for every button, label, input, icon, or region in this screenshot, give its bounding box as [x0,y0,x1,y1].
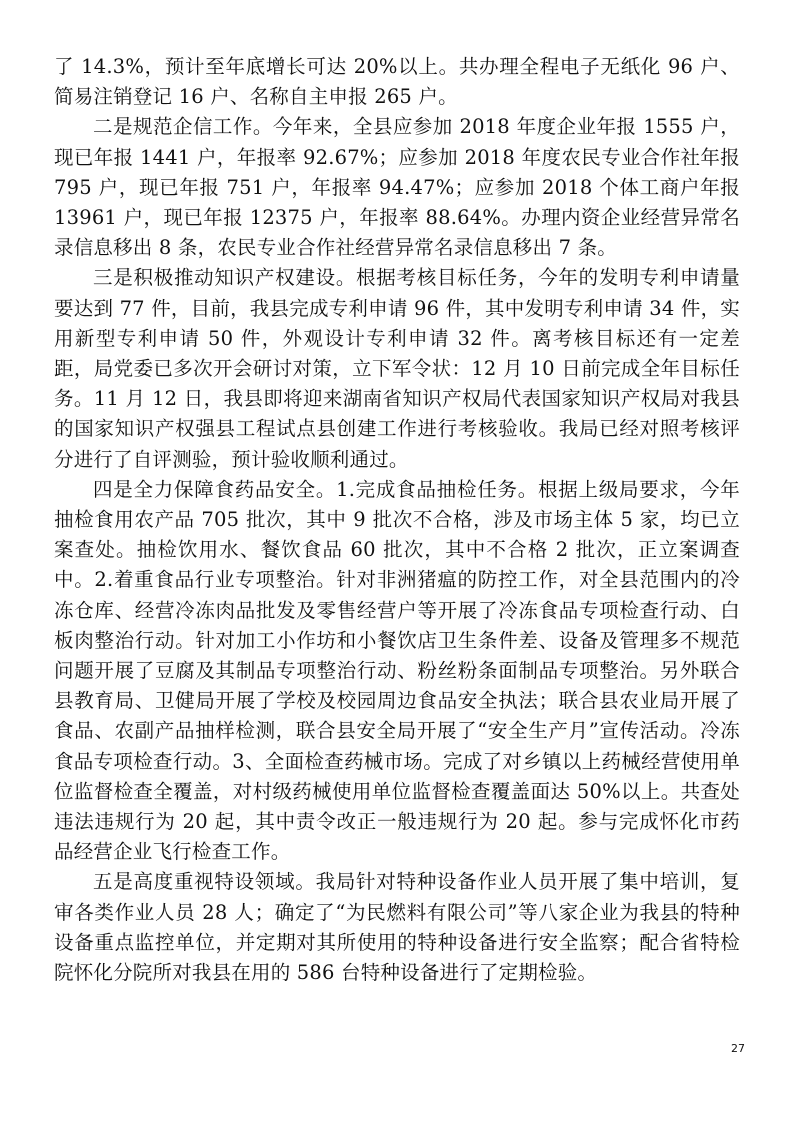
paragraph-intellectual-property: 三是积极推动知识产权建设。根据考核目标任务，今年的发明专利申请量要达到 77 件，目前，我县完成专利申请 96 件，其中发明专利申请 34 件，实用新型专利申请 50 件，外观设计专利申请 32 件。离考核目标还有一定差距，局党委已多次开会研讨对策，立下军令状：12 月 10 日前完成全年目标任务。11 月 12 日，我县即将迎来湖南省知识产权局代表国家知识产权局对我县的国家知识产权强县工程试点县创建工作进行考核验收。我局已经对照考核评分进行了自评测验，预计验收顺利通过。 [54,266,740,471]
paragraph-special-equipment: 五是高度重视特设领域。我局针对特种设备作业人员开展了集中培训，复审各类作业人员 28 人；确定了“为民燃料有限公司”等八家企业为我县的特种设备重点监控单位，并定期对其所使用的特种设备进行安全监察；配合省特检院怀化分院所对我县在用的 586 台特种设备进行了定期检验。 [54,870,740,985]
page-number: 27 [731,1042,745,1055]
paragraph-continuation: 了 14.3%，预计至年底增长可达 20%以上。共办理全程电子无纸化 96 户、简易注销登记 16 户、名称自主申报 265 户。 [54,55,740,109]
paragraph-enterprise-credit: 二是规范企信工作。今年来，全县应参加 2018 年度企业年报 1555 户，现已年报 1441 户，年报率 92.67%；应参加 2018 年度农民专业合作社年报 795 户，现已年报 751 户，年报率 94.47%；应参加 2018 个体工商户年报 13961 户，现已年报 12375 户，年报率 88.64%。办理内资企业经营异常名录信息移出 8 条，农民专业合作社经营异常名录信息移出 7 条。 [54,115,740,260]
document-body [54,52,740,988]
paragraph-food-drug-safety: 四是全力保障食药品安全。1.完成食品抽检任务。根据上级局要求，今年抽检食用农产品 705 批次，其中 9 批次不合格，涉及市场主体 5 家，均已立案查处。抽检饮用水、餐饮食品 60 批次，其中不合格 2 批次，正立案调查中。2.着重食品行业专项整治。针对非洲猪瘟的防控工作，对全县范围内的冷冻仓库、经营冷冻肉品批发及零售经营户等开展了冷冻食品专项检查行动、白板肉整治行动。针对加工小作坊和小餐饮店卫生条件差、设备及管理多不规范问题开展了豆腐及其制品专项整治行动、粉丝粉条面制品专项整治。另外联合县教育局、卫健局开展了学校及校园周边食品安全执法；联合县农业局开展了食品、农副产品抽样检测，联合县安全局开展了“安全生产月”宣传活动。冷冻食品专项检查行动。3、全面检查药械市场。完成了对乡镇以上药械经营使用单位监督检查全覆盖，对村级药械使用单位监督检查覆盖面达 50%以上。共查处违法违规行为 20 起，其中责令改正一般违规行为 20 起。参与完成怀化市药品经营企业飞行检查工作。 [54,477,740,864]
